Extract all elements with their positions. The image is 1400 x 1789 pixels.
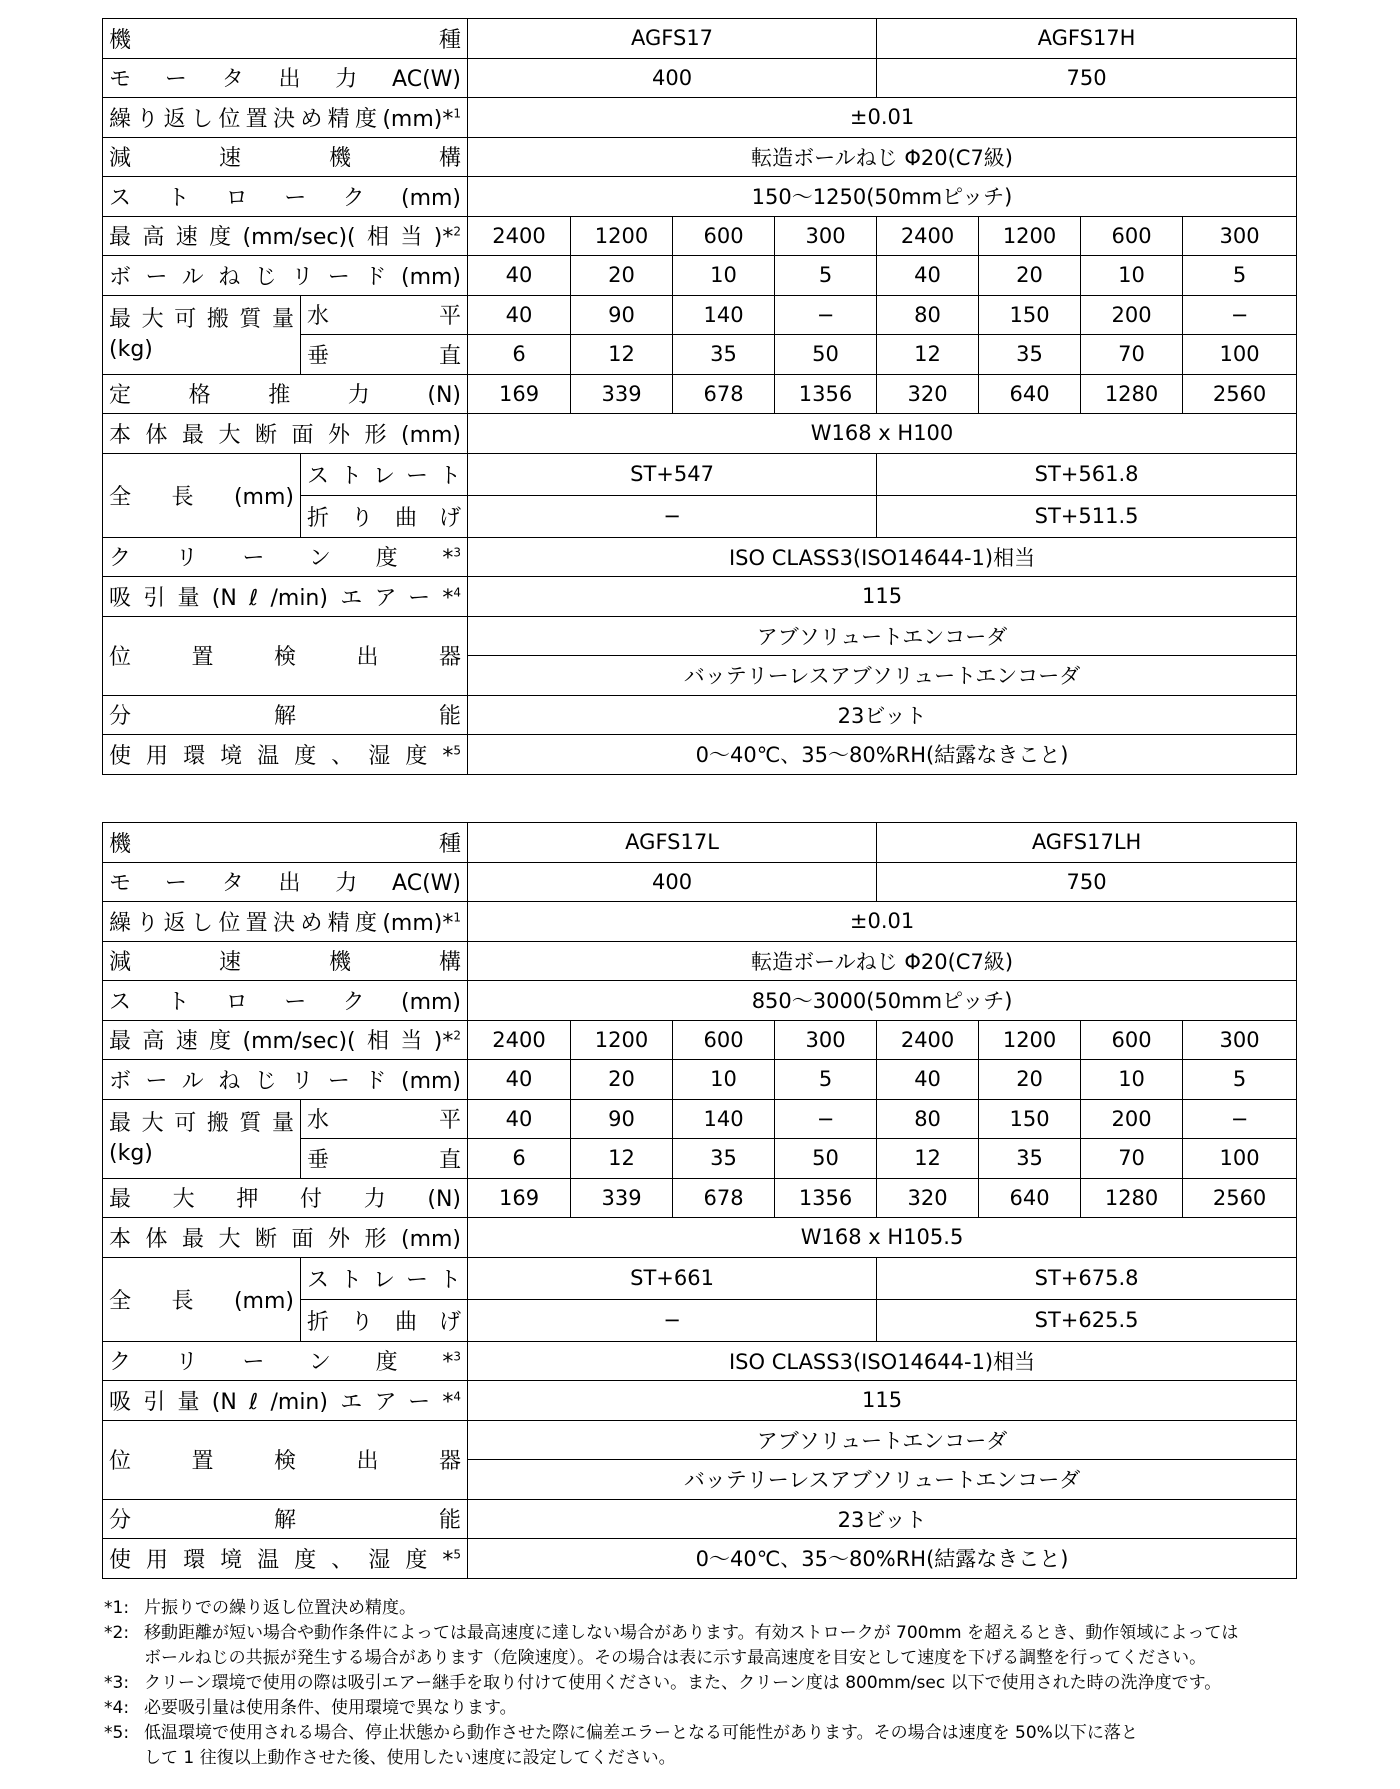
footnote-mark: *1: xyxy=(104,1598,130,1618)
value-speed: 600 xyxy=(673,1020,775,1060)
value-detector: アブソリュートエンコーダ xyxy=(468,1420,1297,1460)
label-suction xyxy=(103,1381,468,1421)
label-environment xyxy=(103,735,468,775)
label-environment xyxy=(103,1539,468,1579)
row-model xyxy=(103,823,1297,863)
label-motor: モータ出力AC(W) xyxy=(103,862,468,902)
value-horizontal: 150 xyxy=(979,1099,1081,1139)
value-speed: 300 xyxy=(1183,1020,1297,1060)
value-vertical: 35 xyxy=(673,335,775,375)
value-horizontal: 80 xyxy=(877,1099,979,1139)
value-speed: 2400 xyxy=(468,1020,571,1060)
value-speed: 2400 xyxy=(877,216,979,256)
value-resolution: 23ビット xyxy=(468,1499,1297,1539)
value-clean: ISO CLASS3(ISO14644-1)相当 xyxy=(468,537,1297,577)
value-lead: 20 xyxy=(979,256,1081,296)
value-horizontal: 90 xyxy=(571,295,673,335)
value-thrust: 640 xyxy=(979,1178,1081,1218)
row-thrust xyxy=(103,374,1297,414)
footnote-ref: 5 xyxy=(453,743,462,758)
label-environment-text: 使用環境温度、湿度* xyxy=(109,743,454,769)
value-straight: ST+675.8 xyxy=(877,1257,1297,1299)
row-model xyxy=(103,19,1297,59)
label-environment-text: 使用環境温度、湿度* xyxy=(109,1547,454,1573)
row-reduction xyxy=(103,137,1297,177)
value-lead: 40 xyxy=(468,1060,571,1100)
value-speed: 300 xyxy=(775,216,877,256)
label-horizontal: 水平 xyxy=(301,295,468,335)
label-resolution: 分解能 xyxy=(103,1499,468,1539)
footnote xyxy=(104,1596,1304,1621)
footnote-mark: *2: xyxy=(104,1623,130,1643)
value-thrust: 2560 xyxy=(1183,374,1297,414)
footnote-line: 片振りでの繰り返し位置決め精度。 xyxy=(144,1598,416,1618)
footnote xyxy=(104,1621,1304,1671)
label-detector: 位置検出器 xyxy=(103,1420,468,1499)
value-repeat: ±0.01 xyxy=(468,902,1297,942)
label-bent: 折り曲げ xyxy=(301,1299,468,1341)
value-thrust: 1356 xyxy=(775,1178,877,1218)
spec-table-body xyxy=(103,823,1297,1579)
label-payload xyxy=(103,295,301,374)
value-horizontal: − xyxy=(1183,295,1297,335)
value-detector: アブソリュートエンコーダ xyxy=(468,616,1297,656)
label-vertical: 垂直 xyxy=(301,335,468,375)
label-vertical: 垂直 xyxy=(301,1139,468,1179)
footnote-ref: 4 xyxy=(453,585,462,600)
footnotes xyxy=(104,1596,1304,1771)
footnote xyxy=(104,1721,1304,1771)
value-straight: ST+547 xyxy=(468,453,877,495)
value-vertical: 50 xyxy=(775,1139,877,1179)
value-bent: ST+625.5 xyxy=(877,1299,1297,1341)
row-environment xyxy=(103,735,1297,775)
label-stroke: ストローク(mm) xyxy=(103,981,468,1021)
value-horizontal: 90 xyxy=(571,1099,673,1139)
value-clean: ISO CLASS3(ISO14644-1)相当 xyxy=(468,1341,1297,1381)
label-payload-line2: (kg) xyxy=(109,336,153,362)
footnote-mark: *5: xyxy=(104,1723,130,1743)
value-vertical: 70 xyxy=(1081,1139,1183,1179)
value-vertical: 12 xyxy=(571,335,673,375)
value-lead: 10 xyxy=(1081,1060,1183,1100)
value-horizontal: 80 xyxy=(877,295,979,335)
label-speed xyxy=(103,1020,468,1060)
value-horizontal: 150 xyxy=(979,295,1081,335)
label-payload-line2: (kg) xyxy=(109,1140,153,1166)
label-thrust: 最大押付力(N) xyxy=(103,1178,468,1218)
value-vertical: 35 xyxy=(673,1139,775,1179)
label-payload xyxy=(103,1099,301,1178)
value-model: AGFS17H xyxy=(877,19,1297,59)
value-thrust: 640 xyxy=(979,374,1081,414)
row-section xyxy=(103,414,1297,454)
row-payload-horizontal xyxy=(103,1099,1297,1139)
value-lead: 10 xyxy=(673,1060,775,1100)
row-reduction xyxy=(103,941,1297,981)
value-environment: 0〜40℃、35〜80%RH(結露なきこと) xyxy=(468,735,1297,775)
value-vertical: 100 xyxy=(1183,1139,1297,1179)
label-section: 本体最大断面外形(mm) xyxy=(103,414,468,454)
label-length: 全長(mm) xyxy=(103,1257,301,1341)
spec-table-2 xyxy=(102,822,1297,1579)
value-speed: 2400 xyxy=(468,216,571,256)
row-environment xyxy=(103,1539,1297,1579)
label-suction xyxy=(103,577,468,617)
label-speed xyxy=(103,216,468,256)
value-thrust: 339 xyxy=(571,1178,673,1218)
value-speed: 2400 xyxy=(877,1020,979,1060)
value-thrust: 2560 xyxy=(1183,1178,1297,1218)
footnote-line: クリーン環境で使用の際は吸引エアー継手を取り付けて使用ください。また、クリーン度は 800mm/sec 以下で使用された時の洗浄度です。 xyxy=(144,1673,1222,1693)
label-repeat-text: 繰り返し位置決め精度(mm)* xyxy=(109,106,454,132)
spec-table-1 xyxy=(102,18,1297,775)
value-bent: ST+511.5 xyxy=(877,495,1297,537)
label-lead: ボールねじリード(mm) xyxy=(103,1060,468,1100)
value-speed: 300 xyxy=(1183,216,1297,256)
value-horizontal: 200 xyxy=(1081,1099,1183,1139)
row-clean xyxy=(103,537,1297,577)
value-thrust: 678 xyxy=(673,1178,775,1218)
value-vertical: 12 xyxy=(571,1139,673,1179)
value-lead: 5 xyxy=(1183,256,1297,296)
value-horizontal: − xyxy=(775,295,877,335)
row-repeat xyxy=(103,902,1297,942)
row-stroke xyxy=(103,177,1297,217)
row-resolution xyxy=(103,695,1297,735)
footnote-line: 必要吸引量は使用条件、使用環境で異なります。 xyxy=(144,1698,517,1718)
value-horizontal: − xyxy=(775,1099,877,1139)
footnote-line: して 1 往復以上動作させた後、使用したい速度に設定してください。 xyxy=(144,1748,676,1768)
label-speed-text: 最高速度(mm/sec)(相当)* xyxy=(109,1029,454,1055)
value-horizontal: 40 xyxy=(468,1099,571,1139)
footnote-mark: *3: xyxy=(104,1673,130,1693)
value-thrust: 320 xyxy=(877,1178,979,1218)
row-motor xyxy=(103,58,1297,98)
value-speed: 600 xyxy=(673,216,775,256)
footnote-ref: 3 xyxy=(453,545,462,560)
label-stroke: ストローク(mm) xyxy=(103,177,468,217)
value-resolution: 23ビット xyxy=(468,695,1297,735)
footnote-ref: 2 xyxy=(453,224,462,239)
label-reduction: 減速機構 xyxy=(103,137,468,177)
label-thrust: 定格推力(N) xyxy=(103,374,468,414)
value-model: AGFS17 xyxy=(468,19,877,59)
label-clean-text: クリーン度* xyxy=(109,546,454,572)
value-lead: 40 xyxy=(877,1060,979,1100)
footnote xyxy=(104,1696,1304,1721)
row-clean xyxy=(103,1341,1297,1381)
row-suction xyxy=(103,577,1297,617)
value-lead: 40 xyxy=(468,256,571,296)
footnote-ref: 4 xyxy=(453,1389,462,1404)
value-vertical: 6 xyxy=(468,1139,571,1179)
label-detector: 位置検出器 xyxy=(103,616,468,695)
row-stroke xyxy=(103,981,1297,1021)
value-motor: 400 xyxy=(468,862,877,902)
value-speed: 1200 xyxy=(979,1020,1081,1060)
footnote-line: ボールねじの共振が発生する場合があります（危険速度）。その場合は表に示す最高速度を目安として速度を下げる調整を行ってください。 xyxy=(144,1648,1207,1668)
value-stroke: 150〜1250(50mmピッチ) xyxy=(468,177,1297,217)
label-section: 本体最大断面外形(mm) xyxy=(103,1218,468,1258)
value-detector: バッテリーレスアブソリュートエンコーダ xyxy=(468,656,1297,696)
value-vertical: 6 xyxy=(468,335,571,375)
value-vertical: 50 xyxy=(775,335,877,375)
value-thrust: 1280 xyxy=(1081,1178,1183,1218)
label-suction-text: 吸引量(Nℓ/min)エアー* xyxy=(109,585,454,611)
value-model: AGFS17LH xyxy=(877,823,1297,863)
value-section: W168 x H100 xyxy=(468,414,1297,454)
value-thrust: 1356 xyxy=(775,374,877,414)
label-horizontal: 水平 xyxy=(301,1099,468,1139)
row-length-straight xyxy=(103,1257,1297,1299)
value-vertical: 12 xyxy=(877,335,979,375)
value-speed: 600 xyxy=(1081,216,1183,256)
value-horizontal: − xyxy=(1183,1099,1297,1139)
row-lead xyxy=(103,256,1297,296)
row-repeat xyxy=(103,98,1297,138)
value-vertical: 35 xyxy=(979,1139,1081,1179)
footnote-ref: 1 xyxy=(453,910,462,925)
row-suction xyxy=(103,1381,1297,1421)
row-detector-1 xyxy=(103,616,1297,656)
value-speed: 1200 xyxy=(979,216,1081,256)
value-lead: 5 xyxy=(775,1060,877,1100)
row-thrust xyxy=(103,1178,1297,1218)
row-detector-1 xyxy=(103,1420,1297,1460)
value-motor: 750 xyxy=(877,862,1297,902)
value-lead: 20 xyxy=(979,1060,1081,1100)
label-straight: ストレート xyxy=(301,1257,468,1299)
value-horizontal: 40 xyxy=(468,295,571,335)
value-horizontal: 140 xyxy=(673,295,775,335)
value-motor: 400 xyxy=(468,58,877,98)
value-lead: 20 xyxy=(571,1060,673,1100)
label-reduction: 減速機構 xyxy=(103,941,468,981)
value-straight: ST+561.8 xyxy=(877,453,1297,495)
row-resolution xyxy=(103,1499,1297,1539)
label-speed-text: 最高速度(mm/sec)(相当)* xyxy=(109,225,454,251)
label-clean xyxy=(103,537,468,577)
label-model: 機種 xyxy=(103,823,468,863)
value-reduction: 転造ボールねじ Φ20(C7級) xyxy=(468,941,1297,981)
footnote-mark: *4: xyxy=(104,1698,130,1718)
label-payload-line1: 最大可搬質量 xyxy=(109,306,294,332)
row-length-straight xyxy=(103,453,1297,495)
value-lead: 10 xyxy=(1081,256,1183,296)
row-lead xyxy=(103,1060,1297,1100)
value-section: W168 x H105.5 xyxy=(468,1218,1297,1258)
label-resolution: 分解能 xyxy=(103,695,468,735)
value-thrust: 339 xyxy=(571,374,673,414)
value-lead: 40 xyxy=(877,256,979,296)
label-suction-text: 吸引量(Nℓ/min)エアー* xyxy=(109,1389,454,1415)
label-repeat-text: 繰り返し位置決め精度(mm)* xyxy=(109,910,454,936)
label-repeat xyxy=(103,98,468,138)
row-speed xyxy=(103,1020,1297,1060)
value-model: AGFS17L xyxy=(468,823,877,863)
value-suction: 115 xyxy=(468,577,1297,617)
value-horizontal: 200 xyxy=(1081,295,1183,335)
value-lead: 20 xyxy=(571,256,673,296)
footnote-ref: 5 xyxy=(453,1547,462,1562)
label-lead: ボールねじリード(mm) xyxy=(103,256,468,296)
row-motor xyxy=(103,862,1297,902)
row-speed xyxy=(103,216,1297,256)
value-speed: 1200 xyxy=(571,216,673,256)
value-thrust: 678 xyxy=(673,374,775,414)
value-bent: − xyxy=(468,1299,877,1341)
value-reduction: 転造ボールねじ Φ20(C7級) xyxy=(468,137,1297,177)
value-speed: 300 xyxy=(775,1020,877,1060)
value-vertical: 12 xyxy=(877,1139,979,1179)
value-suction: 115 xyxy=(468,1381,1297,1421)
value-environment: 0〜40℃、35〜80%RH(結露なきこと) xyxy=(468,1539,1297,1579)
label-motor: モータ出力AC(W) xyxy=(103,58,468,98)
value-stroke: 850〜3000(50mmピッチ) xyxy=(468,981,1297,1021)
value-bent: − xyxy=(468,495,877,537)
value-straight: ST+661 xyxy=(468,1257,877,1299)
footnote-ref: 1 xyxy=(453,106,462,121)
row-section xyxy=(103,1218,1297,1258)
label-clean-text: クリーン度* xyxy=(109,1350,454,1376)
label-model: 機種 xyxy=(103,19,468,59)
value-lead: 10 xyxy=(673,256,775,296)
footnote-line: 低温環境で使用される場合、停止状態から動作させた際に偏差エラーとなる可能性があります。その場合は速度を 50%以下に落と xyxy=(144,1723,1138,1743)
footnote-ref: 2 xyxy=(453,1028,462,1043)
value-speed: 600 xyxy=(1081,1020,1183,1060)
label-bent: 折り曲げ xyxy=(301,495,468,537)
value-detector: バッテリーレスアブソリュートエンコーダ xyxy=(468,1460,1297,1500)
label-repeat xyxy=(103,902,468,942)
value-thrust: 169 xyxy=(468,1178,571,1218)
value-vertical: 100 xyxy=(1183,335,1297,375)
value-thrust: 320 xyxy=(877,374,979,414)
value-vertical: 70 xyxy=(1081,335,1183,375)
footnote-ref: 3 xyxy=(453,1349,462,1364)
value-vertical: 35 xyxy=(979,335,1081,375)
value-repeat: ±0.01 xyxy=(468,98,1297,138)
value-speed: 1200 xyxy=(571,1020,673,1060)
label-straight: ストレート xyxy=(301,453,468,495)
value-lead: 5 xyxy=(775,256,877,296)
label-length: 全長(mm) xyxy=(103,453,301,537)
footnote xyxy=(104,1671,1304,1696)
value-motor: 750 xyxy=(877,58,1297,98)
label-clean xyxy=(103,1341,468,1381)
value-lead: 5 xyxy=(1183,1060,1297,1100)
footnote-line: 移動距離が短い場合や動作条件によっては最高速度に達しない場合があります。有効ストロークが 700mm を超えるとき、動作領域によっては xyxy=(144,1623,1239,1643)
label-payload-line1: 最大可搬質量 xyxy=(109,1110,294,1136)
value-horizontal: 140 xyxy=(673,1099,775,1139)
row-payload-horizontal xyxy=(103,295,1297,335)
spec-table-body xyxy=(103,19,1297,775)
value-thrust: 169 xyxy=(468,374,571,414)
value-thrust: 1280 xyxy=(1081,374,1183,414)
